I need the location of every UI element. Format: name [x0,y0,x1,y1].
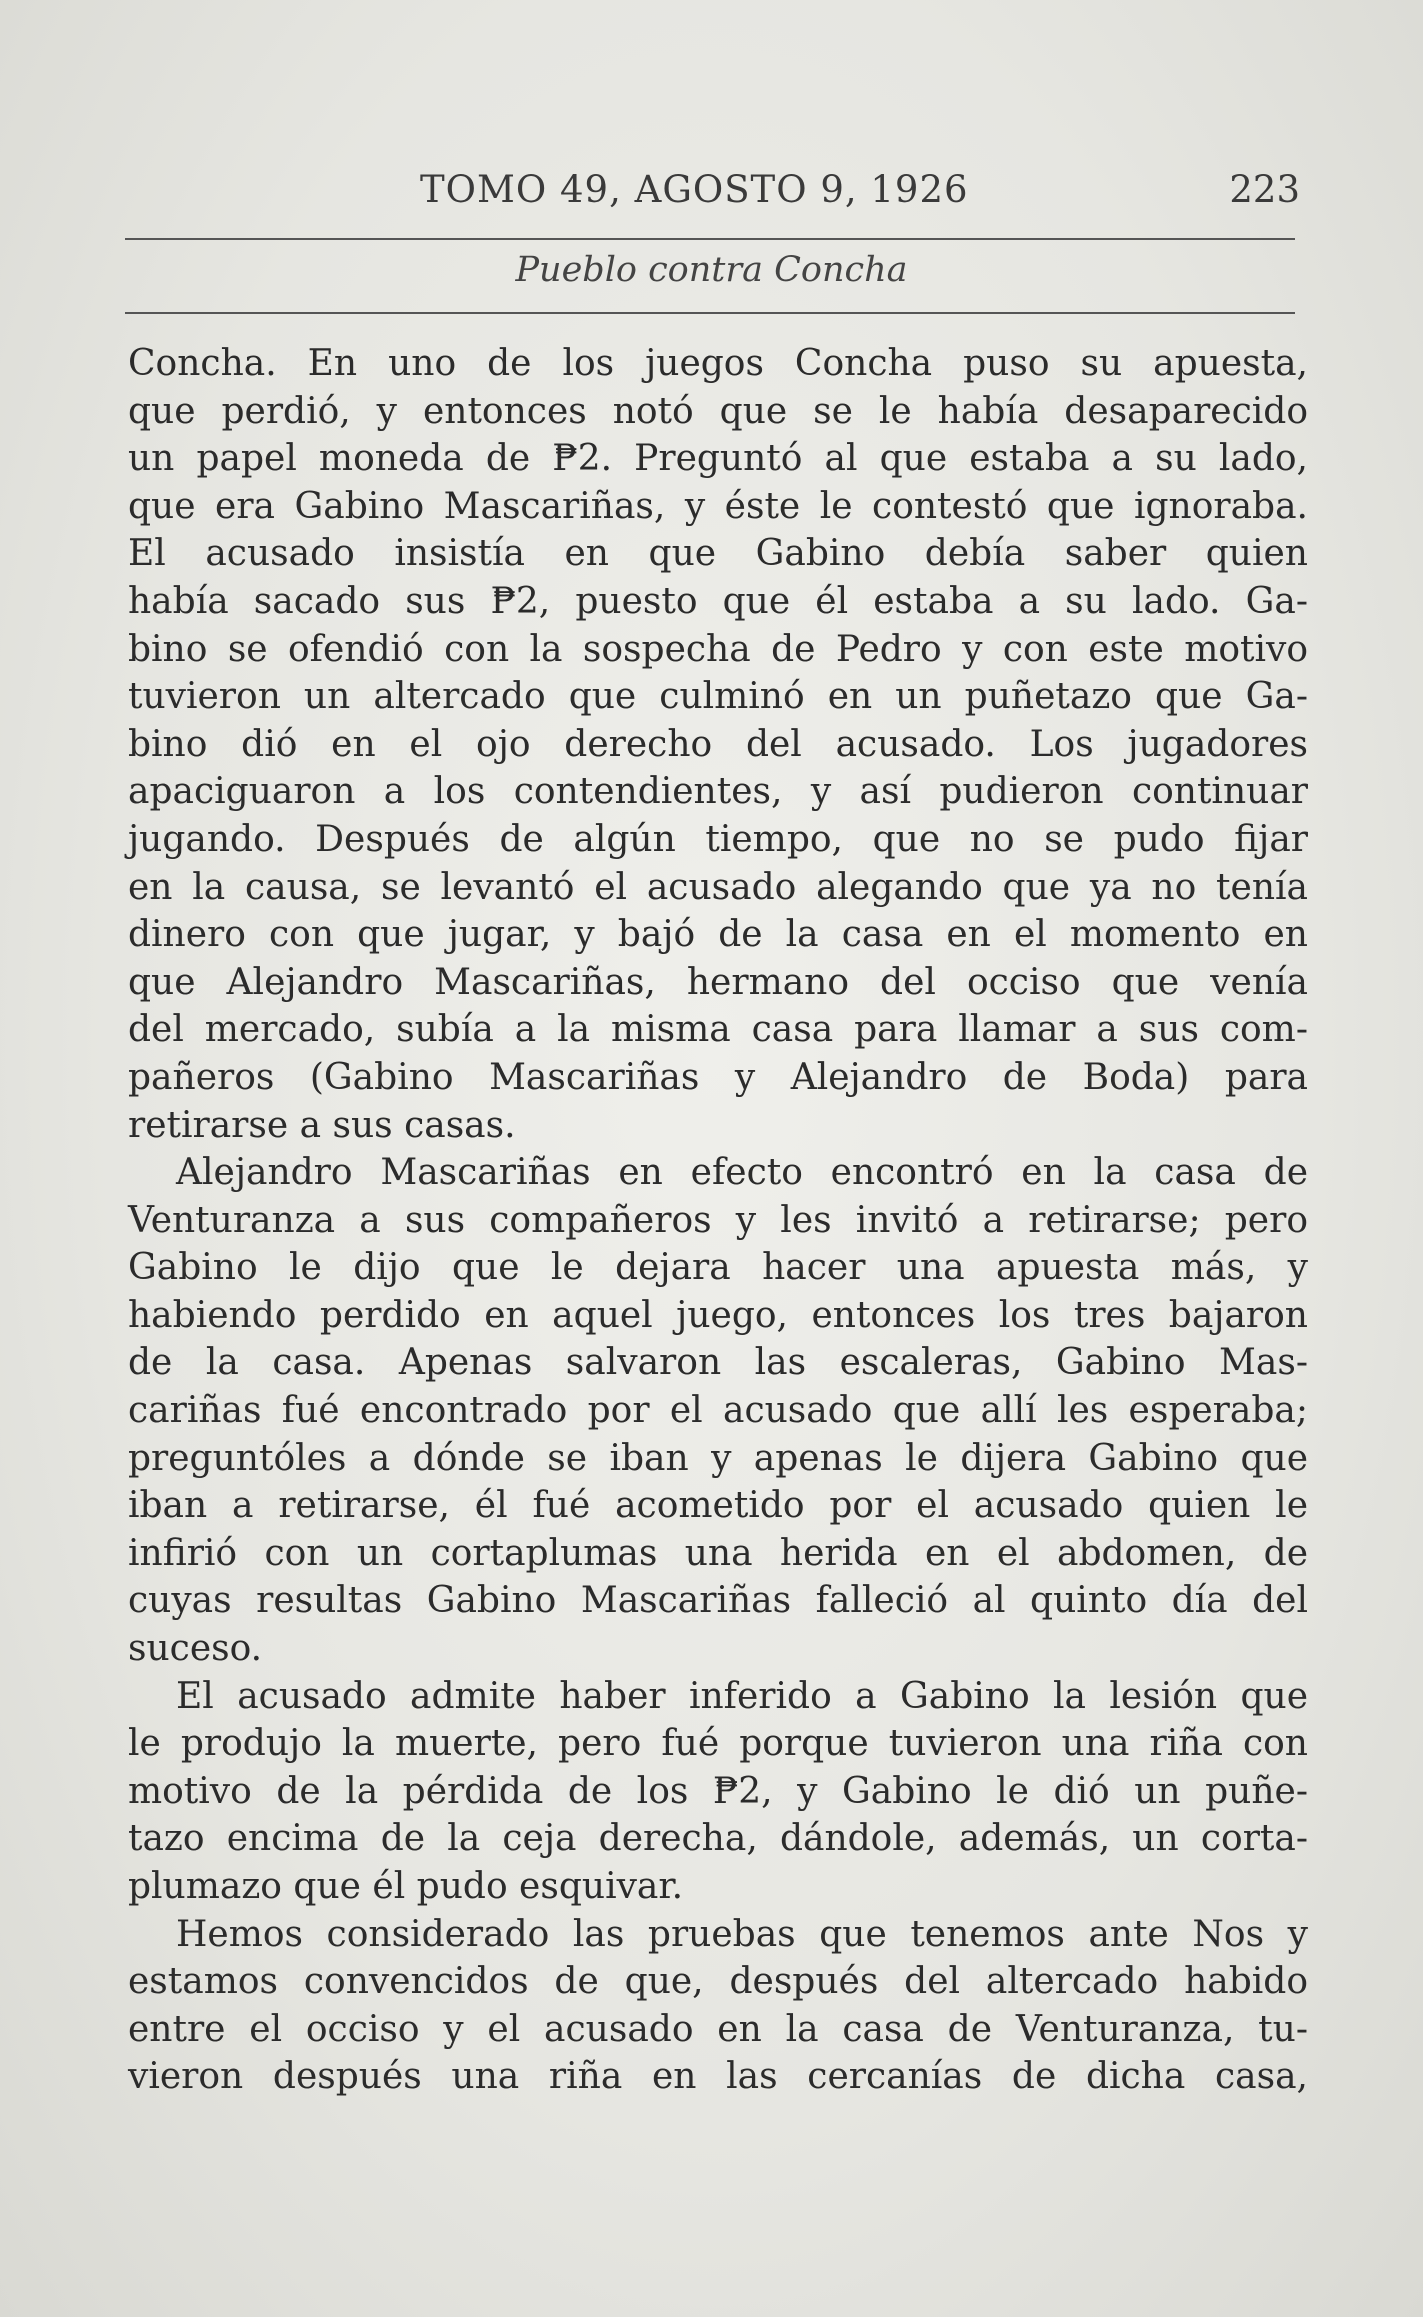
text-line: entre el occiso y el acusado en la casa de Venturanza, tu- [128,2008,1308,2050]
text-line: iban a retirarse, él fué acometido por el acusado quien le [128,1485,1308,1527]
text-line: motivo de la pérdida de los ₱2, y Gabino le dió un puñe- [128,1770,1308,1812]
text-line: estamos convencidos de que, después del altercado habido [128,1961,1308,2003]
text-line: le produjo la muerte, pero fué porque tuvieron una riña con [128,1723,1308,1765]
text-line: preguntóles a dónde se iban y apenas le dijera Gabino que [128,1437,1308,1479]
text-line: jugando. Después de algún tiempo, que no se pudo fijar [128,818,1308,860]
text-line: bino dió en el ojo derecho del acusado. Los jugadores [128,723,1308,765]
text-line: que era Gabino Mascariñas, y éste le contestó que ignoraba. [128,485,1308,527]
paragraph [128,1673,1308,1911]
text-line: infirió con un cortaplumas una herida en el abdomen, de [128,1532,1308,1574]
text-line: Concha. En uno de los juegos Concha puso su apuesta, [128,343,1308,384]
text-line: había sacado sus ₱2, puesto que él estaba a su lado. Ga- [128,580,1308,622]
case-title: Pueblo contra Concha [515,250,908,290]
paragraph [128,1149,1308,1673]
body-text [128,340,1308,2101]
text-line: un papel moneda de ₱2. Preguntó al que estaba a su lado, [128,438,1308,480]
text-line: El acusado admite haber inferido a Gabino la lesión que [176,1675,1308,1717]
text-line: retirarse a sus casas. [128,1104,516,1146]
running-title: TOMO 49, AGOSTO 9, 1926 [420,168,969,211]
text-line: habiendo perdido en aquel juego, entonces los tres bajaron [128,1294,1308,1336]
text-line: Alejandro Mascariñas en efecto encontró en la casa de [176,1152,1308,1194]
running-header [120,168,1300,228]
text-line: El acusado insistía en que Gabino debía saber quien [128,533,1308,575]
text-line: de la casa. Apenas salvaron las escaleras, Gabino Mas- [128,1342,1308,1384]
text-line: vieron después una riña en las cercanías de dicha casa, [128,2056,1308,2098]
header-rule-bottom [125,312,1295,314]
text-line: del mercado, subía a la misma casa para llamar a sus com- [128,1009,1308,1051]
text-line: Gabino le dijo que le dejara hacer una apuesta más, y [128,1247,1308,1289]
text-line: cuyas resultas Gabino Mascariñas falleció al quinto día del [128,1580,1308,1622]
text-line: que perdió, y entonces notó que se le había desaparecido [128,390,1308,432]
paragraph [128,1911,1308,2101]
text-line: tazo encima de la ceja derecha, dándole, además, un corta- [128,1818,1308,1860]
text-line: apaciguaron a los contendientes, y así pudieron continuar [128,771,1308,813]
text-line: pañeros (Gabino Mascariñas y Alejandro de Boda) para [128,1056,1308,1098]
text-line: plumazo que él pudo esquivar. [128,1866,684,1907]
text-line: en la causa, se levantó el acusado alegando que ya no tenía [128,866,1308,908]
text-line: que Alejandro Mascariñas, hermano del occiso que venía [128,961,1308,1003]
header-rule-top [125,238,1295,240]
text-line: bino se ofendió con la sospecha de Pedro y con este motivo [128,628,1308,670]
text-line: Venturanza a sus compañeros y les invitó a retirarse; pero [128,1199,1308,1241]
text-line: tuvieron un altercado que culminó en un puñetazo que Ga- [128,676,1308,718]
text-line: suceso. [128,1628,263,1670]
page-number: 223 [1229,168,1300,211]
text-line: Hemos considerado las pruebas que tenemos ante Nos y [176,1913,1308,1955]
text-line: cariñas fué encontrado por el acusado que allí les esperaba; [128,1390,1308,1432]
text-line: dinero con que jugar, y bajó de la casa en el momento en [128,914,1308,956]
paragraph [128,340,1308,1149]
